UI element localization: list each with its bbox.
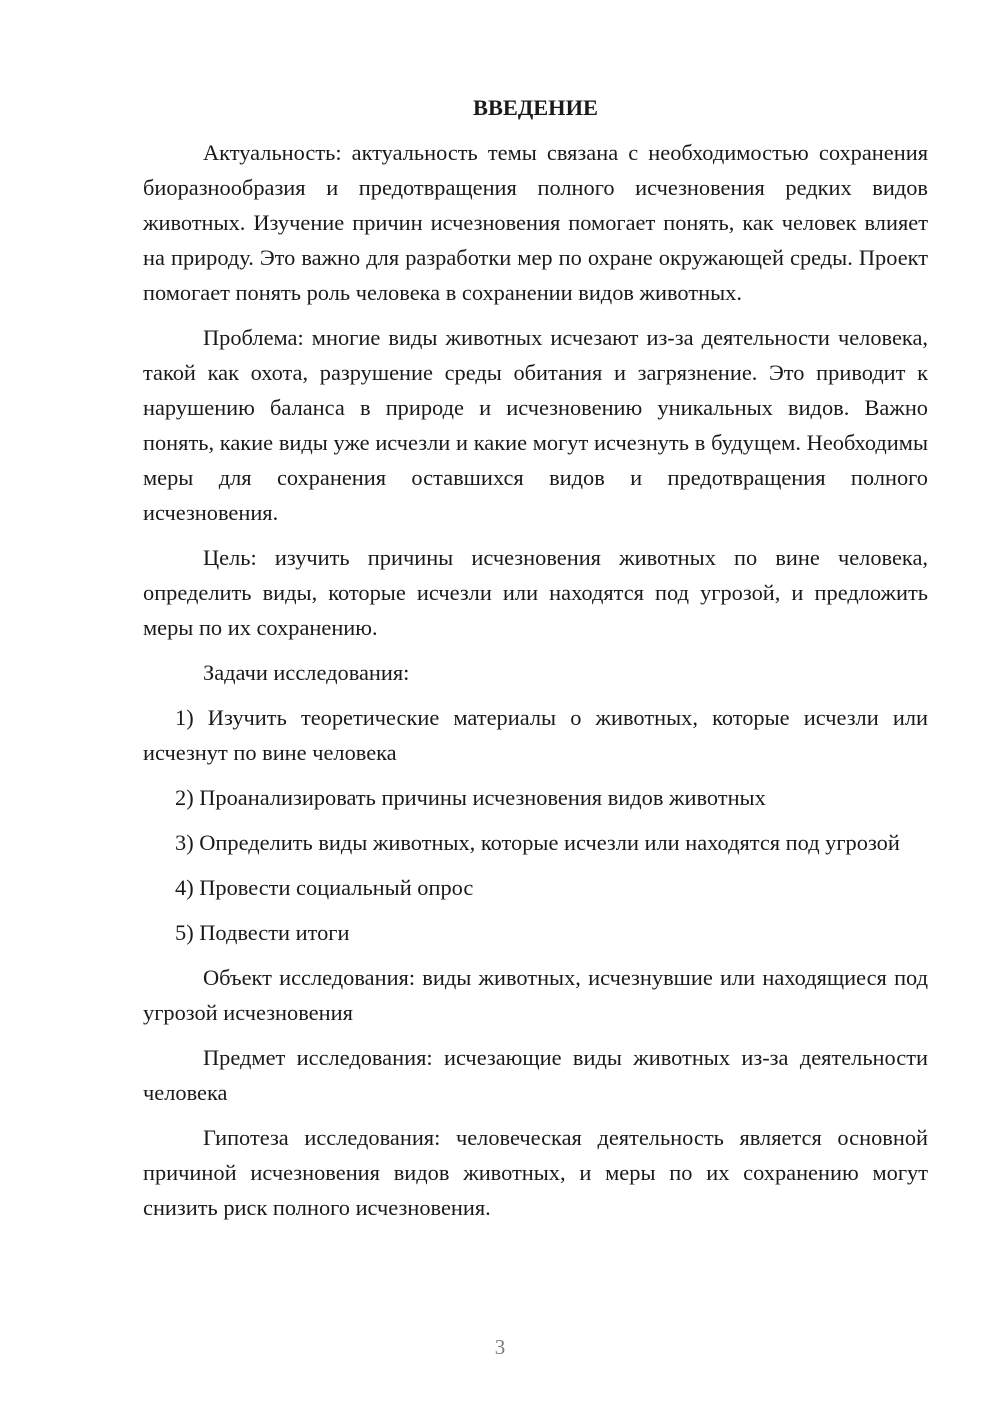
paragraph-goal: Цель: изучить причины исчезновения животных по вине человека, определить виды, которые исчезли или находятся под угрозой, и предложить меры по их сохранению. xyxy=(143,545,928,640)
page-number: 3 xyxy=(494,1335,506,1359)
paragraph-subject: Предмет исследования: исчезающие виды животных из-за деятельности человека xyxy=(143,1045,928,1105)
task-item-1: 1) Изучить теоретические материалы о животных, которые исчезли или исчезнут по вине человека xyxy=(143,705,928,765)
task-item-5: 5) Подвести итоги xyxy=(175,920,350,945)
paragraph-hypothesis: Гипотеза исследования: человеческая деятельность является основной причиной исчезновения видов животных, и меры по их сохранению могут снизить риск полного исчезновения. xyxy=(143,1125,928,1220)
task-item-2: 2) Проанализировать причины исчезновения видов животных xyxy=(175,785,766,810)
paragraph-tasks-heading: Задачи исследования: xyxy=(203,660,410,685)
task-item-3: 3) Определить виды животных, которые исчезли или находятся под угрозой xyxy=(175,830,900,855)
paragraph-relevance: Актуальность: актуальность темы связана с необходимостью сохранения биоразнообразия и предотвращения полного исчезновения редких видов животных. Изучение причин исчезновения помогает понять, как человек влияет на природу. Это важно для разработки мер по охране окружающей среды. Проект помогает понять роль человека в сохранении видов животных. xyxy=(143,140,928,305)
task-item-4: 4) Провести социальный опрос xyxy=(175,875,474,900)
paragraph-problem: Проблема: многие виды животных исчезают из-за деятельности человека, такой как охота, разрушение среды обитания и загрязнение. Это приводит к нарушению баланса в природе и исчезновению уникальных видов. Важно понять, какие виды уже исчезли и какие могут исчезнуть в будущем. Необходимы меры для сохранения оставшихся видов и предотвращения полного исчезновения. xyxy=(143,325,928,525)
document-page xyxy=(143,90,928,1235)
page-title: ВВЕДЕНИЕ xyxy=(473,95,598,120)
paragraph-object: Объект исследования: виды животных, исчезнувшие или находящиеся под угрозой исчезновения xyxy=(143,965,928,1025)
